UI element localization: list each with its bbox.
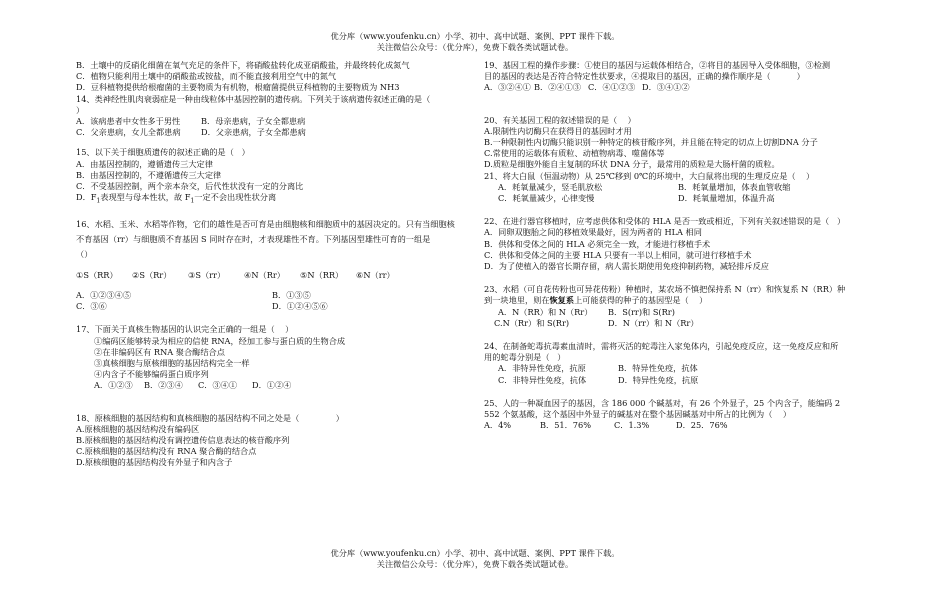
q19-stem-2: 目的基因的表达是否符合特定性状要求，④提取目的基因，正确的操作顺序是（ ） [484, 71, 805, 82]
q15-option-a: A．由基因控制的，遵循遗传三大定律 [76, 158, 213, 169]
q25-option-d: D．25．76% [676, 420, 728, 431]
q17-statement-3: ③真核细胞与原核细胞的基因结构完全一样 [94, 357, 250, 368]
q23-stem-2c: 上可能获得的种子的基因型是（ ） [574, 295, 708, 306]
q13-option-c: C．植物只能利用土壤中的硝酸盐或铵盐，而不能直接利用空气中的氮气 [76, 71, 337, 82]
q14-options-ab [76, 116, 476, 127]
q19-option-b: B．②④①③ [534, 82, 581, 93]
q21-options-ab [484, 182, 884, 193]
q19-option-c: C．④①②③ [588, 82, 636, 93]
q16-genotype-2: ②S（Rr） [132, 269, 172, 280]
q16-stem-2: 不育基因（rr）与细胞质不育基因 S 同时存在时，才表现雄性不育。下列基因型雄性可育的一组是 [76, 234, 431, 245]
q22-option-a: A．同卵双胞胎之间的移植效果最好，因为两者的 HLA 相同 [484, 227, 702, 238]
q25-stem-1: 25、人的一种凝血因子的基因，含 186 000 个碱基对，有 26 个外显子，25 个内含子，能编码 2 [484, 397, 841, 408]
q23-stem-2 [484, 295, 884, 306]
q20-option-c: C.常使用的运载体有质粒、动植物病毒、噬菌体等 [484, 148, 665, 159]
q16-genotype-1: ①S（RR） [76, 269, 118, 280]
q16-stem-1: 16、水稻、玉米、水稻等作物，它们的雄性是否可育是由细胞核和细胞质中的基因决定的。只有当细胞核 [76, 219, 455, 230]
q16-option-c: C．③⑥ [76, 301, 107, 312]
q15-option-b: B．由基因控制的，不遵循遗传三大定律 [76, 169, 222, 180]
q16-genotype-4: ④N（Rr） [244, 269, 285, 280]
q24-stem-2: 用的蛇毒分别是（ ） [484, 352, 566, 363]
q23-stem-1: 23、水稻（可自花传粉也可异花传粉）种植时，某农场不慎把保持系 N（rr）和恢复系 N（RR）种 [484, 284, 846, 295]
q19-option-a: A．③②④① [484, 82, 531, 93]
q23-stem-2a: 到一块地里，则在 [484, 295, 550, 306]
left-column [76, 60, 476, 469]
q14-options-cd [76, 127, 476, 138]
q21-stem: 21、将大白鼠（恒温动物）从 25℃移到 0℃的环境中，大白鼠将出现的生理反应是（ ） [484, 170, 815, 181]
q18-option-c: C.原核细胞的基因结构没有 RNA 聚合酶的结合点 [76, 446, 257, 457]
q23-option-d: D．N（rr）和 N（Rr） [608, 317, 699, 328]
q19-option-d: D．③④①② [642, 82, 690, 93]
q15-option-c: C．不受基因控制，两个亲本杂交，后代性状没有一定的分离比 [76, 181, 304, 192]
q17-stem: 17、下面关于真核生物基因的认识完全正确的一组是（ ） [76, 324, 294, 335]
q15-d-prefix: D．F [76, 192, 97, 203]
q17-option-a: A．①②③ [94, 380, 133, 391]
q20-option-b: B.一种限制性内切酶只能识别一种特定的核苷酸序列，并且能在特定的切点上切割DNA 分子 [484, 137, 818, 148]
q24-option-d: D．特异性免疫，抗原 [618, 374, 699, 385]
q17-option-b: B．②③④ [144, 380, 183, 391]
q21-option-b: B．耗氧量增加，体表血管收缩 [678, 181, 791, 192]
q14-stem-2: ） [76, 104, 85, 115]
q22-option-c: C．供体和受体之间的主要 HLA 只要有一半以上相同，就可进行移植手术 [484, 249, 752, 260]
q23-option-c: C.N（Rr）和 S(Rr) [494, 317, 570, 328]
q18-stem: 18、原核细胞的基因结构和真核细胞的基因结构不同之处是（ ） [76, 412, 344, 423]
q17-statement-1: ①编码区能够转录为相应的信使 RNA，经加工参与蛋白质的生物合成 [94, 335, 346, 346]
q15-d-end: 一定不会出现性状分离 [194, 192, 277, 203]
q23-stem-2b: 恢复系 [549, 295, 575, 306]
q14-option-a: A．该病患者中女性多于男性 [76, 116, 181, 127]
q15-d-middle: 表现型与母本性状，故 F [100, 192, 191, 203]
q24-stem-1: 24、在制备蛇毒抗毒素血清时，需将灭活的蛇毒注入家兔体内，引起免疫反应，这一免疫反应和所 [484, 341, 839, 352]
q16-genotype-list [76, 270, 476, 281]
q18-option-a: A.原核细胞的基因结构没有编码区 [76, 423, 200, 434]
q20-option-d: D.质粒是细胞外能自主复制的环状 DNA 分子，最常用的质粒是大肠杆菌的质粒。 [484, 159, 780, 170]
q14-option-c: C．父亲患病，女儿全都患病 [76, 127, 181, 138]
q24-option-b: B．特异性免疫，抗体 [618, 363, 698, 374]
page-header [0, 31, 950, 53]
q14-option-d: D．父亲患病，子女全都患病 [201, 127, 306, 138]
q16-stem-3: （） [76, 249, 93, 260]
q21-option-a: A．耗氧量减少，竖毛肌放松 [498, 181, 603, 192]
q15-d-subscript: 1 [96, 197, 101, 205]
q15-option-d [76, 192, 476, 207]
q25-options [484, 420, 884, 431]
q16-genotype-3: ③S（rr） [188, 269, 226, 280]
q19-stem-1: 19、基因工程的操作步骤：①使目的基因与运载体相结合，②将目的基因导入受体细胞，③检测 [484, 60, 831, 70]
q23-option-b: B．S(rr)和 S(Rr) [608, 306, 675, 317]
q24-options-cd [484, 375, 884, 386]
q22-stem: 22、在进行器官移植时，应考虑供体和受体的 HLA 是否一致或相近，下列有关叙述错误的是（ ） [484, 216, 846, 227]
q15-stem: 15、以下关于细胞质遗传的叙述正确的是（ ） [76, 147, 250, 158]
q25-option-a: A．4% [484, 420, 512, 431]
page-footer [0, 548, 950, 570]
q21-option-d: D．耗氧量增加，体温升高 [678, 193, 775, 204]
q15-d-subscript-2: 1 [190, 197, 195, 205]
q24-options-ab [484, 363, 884, 374]
q18-option-d: D.原核细胞的基因结构没有外显子和内含子 [76, 457, 233, 468]
q16-option-d: D．①②④⑤⑥ [272, 301, 328, 312]
header-line-2: 关注微信公众号：（优分库），免费下载各类试题试卷。 [376, 42, 574, 52]
q16-options-ab [76, 290, 476, 301]
q16-options-cd [76, 301, 476, 312]
q24-option-c: C．非特异性免疫，抗体 [498, 374, 587, 385]
q17-options [76, 380, 476, 391]
q17-option-d: D．①②④ [252, 380, 292, 391]
q17-statement-2: ②在非编码区有 RNA 聚合酶结合点 [94, 346, 225, 357]
q16-genotype-6: ⑥N（rr） [356, 269, 395, 280]
q25-option-b: B．51．76% [540, 420, 592, 431]
q21-options-cd [484, 193, 884, 204]
q13-option-d: D．豆科植物提供给根瘤菌的主要物质为有机物，根瘤菌提供豆科植物的主要物质为 NH3 [76, 82, 400, 93]
q18-option-b: B.原核细胞的基因结构没有调控遗传信息表达的核苷酸序列 [76, 434, 290, 445]
q23-option-a: A．N（RR）和 N（Rr） [498, 306, 593, 317]
q19-options [484, 82, 884, 93]
q20-stem: 20、有关基因工程的叙述错误的是（ ） [484, 114, 636, 125]
footer-line-1: 优分库（www.youfenku.cn）小学、初中、高中试题、案例、PPT 课件下载。 [330, 548, 620, 558]
q21-option-c: C．耗氧量减少，心律变慢 [498, 193, 595, 204]
q14-stem-1: 14、类神经性肌肉衰弱症是一种由线粒体中基因控制的遗传病。下列关于该病遗传叙述正确的是（ [76, 93, 431, 104]
q22-option-d: D．为了使植入的器官长期存留，病人需长期使用免疫抑制药物，减轻排斥反应 [484, 261, 769, 272]
q16-genotype-5: ⑤N（RR） [300, 269, 344, 280]
q25-option-c: C．1.3% [614, 420, 650, 431]
q22-option-b: B．供体和受体之间的 HLA 必须完全一致，才能进行移植手术 [484, 238, 711, 249]
q20-option-a: A.限制性内切酶只在获得目的基因时才用 [484, 125, 632, 136]
right-column [484, 60, 884, 431]
q17-statement-4: ④内含子不能够编码蛋白质序列 [94, 369, 209, 380]
q23-options-ab [484, 307, 884, 318]
q25-stem-2: 552 个氨基酸，这个基因中外显子的碱基对在整个基因碱基对中所占的比例为（ ） [484, 409, 792, 420]
q23-options-cd [484, 318, 884, 329]
footer-line-2: 关注微信公众号：（优分库），免费下载各类试题试卷。 [376, 559, 574, 569]
q17-option-c: C．③④① [198, 380, 238, 391]
q16-option-b: B．①③⑤ [272, 289, 311, 300]
q24-option-a: A．非特异性免疫，抗原 [498, 363, 586, 374]
header-line-1: 优分库（www.youfenku.cn）小学、初中、高中试题、案例、PPT 课件下载。 [330, 31, 620, 41]
q16-option-a: A．①②③④⑤ [76, 289, 132, 300]
q14-option-b: B．母亲患病，子女全都患病 [201, 116, 306, 127]
q13-option-b: B．土壤中的反硝化细菌在氧气充足的条件下，将硝酸盐转化成亚硝酸盐，并最终转化成氮气 [76, 60, 410, 70]
